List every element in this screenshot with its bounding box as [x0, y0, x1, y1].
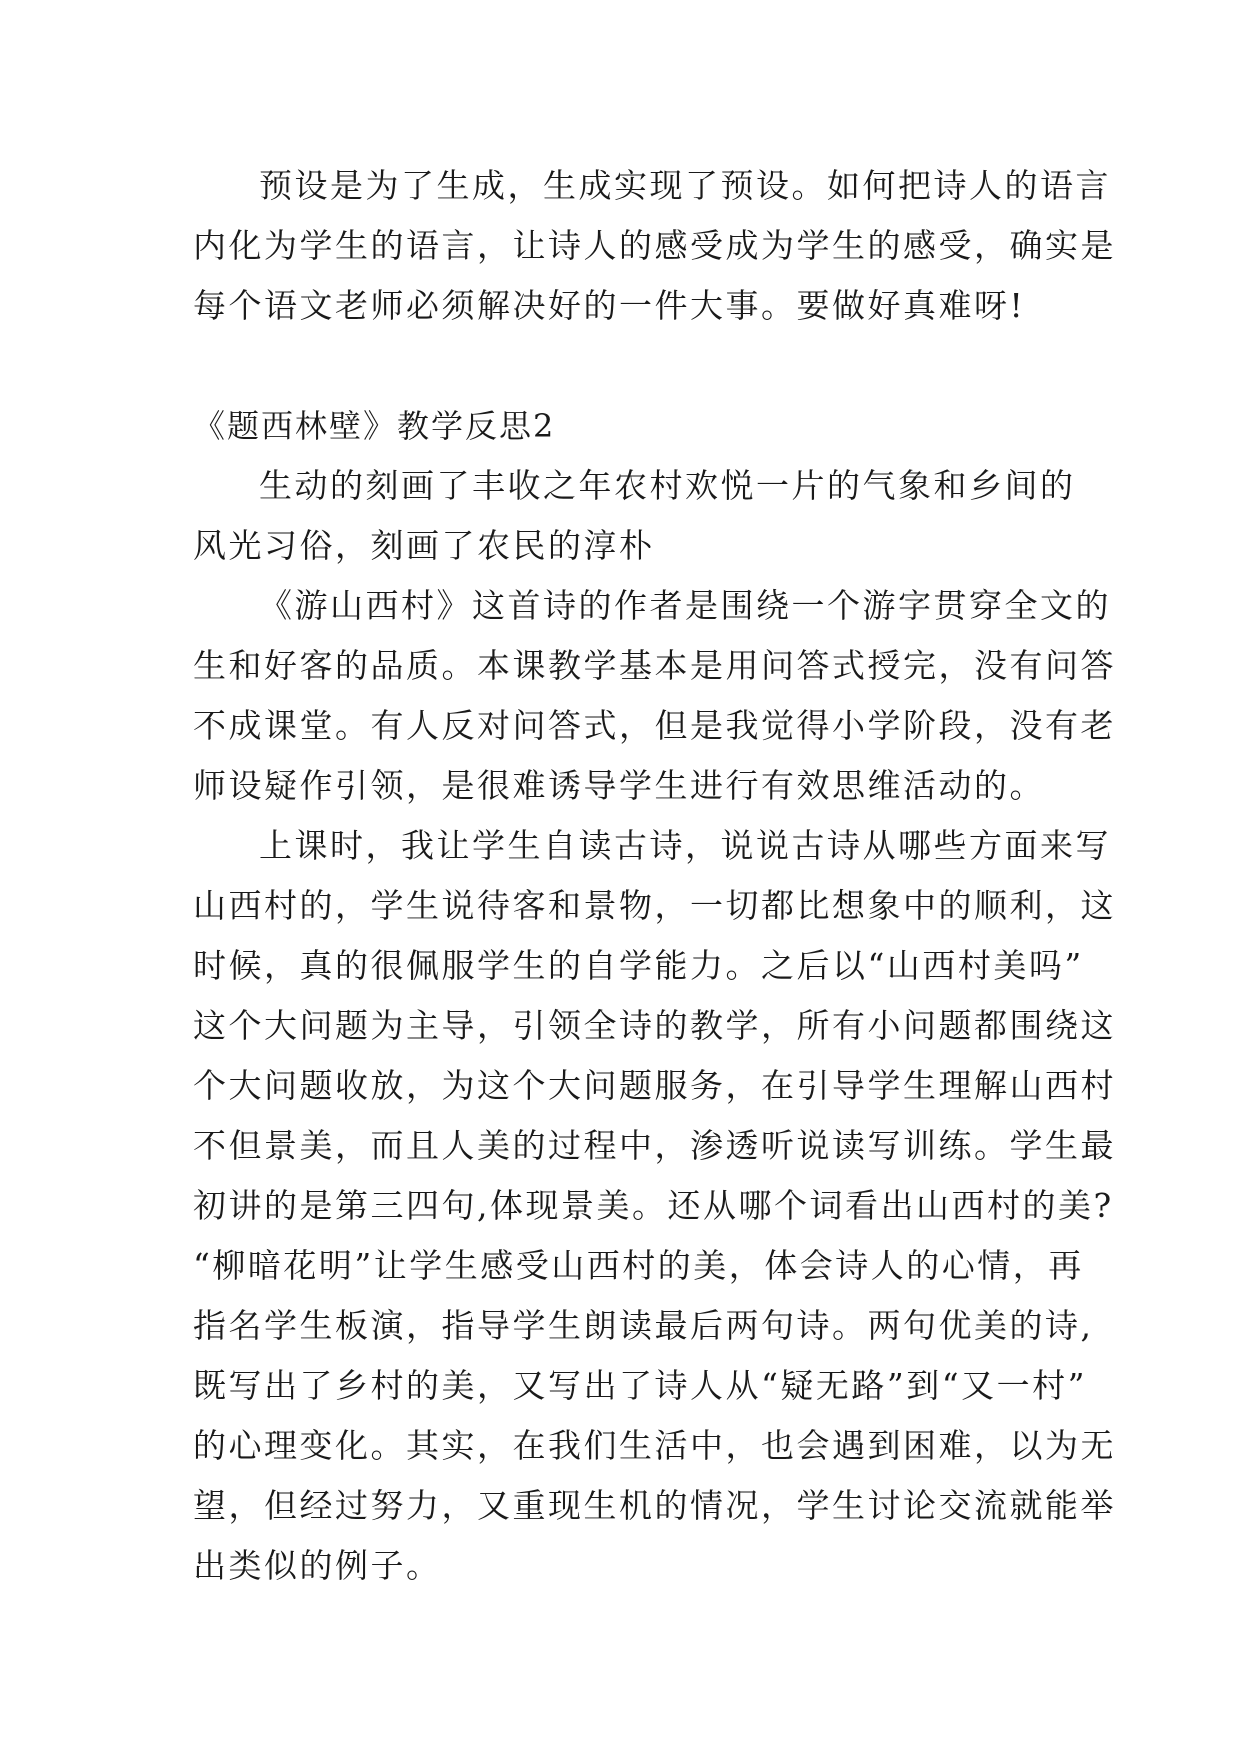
document-body: [193, 156, 1116, 1596]
paragraph-vivid: [193, 456, 1076, 576]
paragraph-line: 生动的刻画了丰收之年农村欢悦一片的气象和乡间的: [259, 466, 1076, 505]
paragraph-line: 个大问题收放，为这个大问题服务，在引导学生理解山西村: [193, 1066, 1116, 1105]
paragraph-line: 上课时，我让学生自读古诗，说说古诗从哪些方面来写: [259, 826, 1111, 865]
spacer: [193, 336, 1053, 396]
paragraph-line: 《游山西村》这首诗的作者是围绕一个游字贯穿全文的: [259, 586, 1111, 625]
paragraph-line: 既写出了乡村的美，又写出了诗人从“疑无路”到“又一村”: [193, 1366, 1087, 1405]
paragraph-line: 的心理变化。其实，在我们生活中，也会遇到困难，以为无: [193, 1426, 1116, 1465]
section-heading: 《题西林壁》教学反思2: [193, 407, 556, 445]
paragraph-poem-intro: [193, 576, 1116, 816]
paragraph-line: 这个大问题为主导，引领全诗的教学，所有小问题都围绕这: [193, 1006, 1116, 1045]
paragraph-line: 不但景美，而且人美的过程中，渗透听说读写训练。学生最: [193, 1126, 1116, 1165]
paragraph-line: 每个语文老师必须解决好的一件大事。要做好真难呀!: [193, 286, 1026, 325]
paragraph-line: 时候，真的很佩服学生的自学能力。之后以“山西村美吗”: [193, 946, 1084, 985]
paragraph-line: 初讲的是第三四句,体现景美。还从哪个词看出山西村的美?: [193, 1186, 1114, 1225]
paragraph-line: 望，但经过努力，又重现生机的情况，学生讨论交流就能举: [193, 1486, 1116, 1525]
paragraph-line: 预设是为了生成，生成实现了预设。如何把诗人的语言: [259, 166, 1111, 205]
paragraph-line: 不成课堂。有人反对问答式，但是我觉得小学阶段，没有老: [193, 706, 1116, 745]
paragraph-line: 内化为学生的语言，让诗人的感受成为学生的感受，确实是: [193, 226, 1116, 265]
paragraph-class-process: [193, 816, 1116, 1596]
paragraph-line: 师设疑作引领，是很难诱导学生进行有效思维活动的。: [193, 766, 1045, 805]
paragraph-line: 生和好客的品质。本课教学基本是用问答式授完，没有问答: [193, 646, 1116, 685]
paragraph-line: 山西村的，学生说待客和景物，一切都比想象中的顺利，这: [193, 886, 1116, 925]
paragraph-line: 出类似的例子。: [193, 1546, 442, 1585]
paragraph-line: 指名学生板演，指导学生朗读最后两句诗。两句优美的诗,: [193, 1306, 1094, 1345]
paragraph-line: 风光习俗，刻画了农民的淳朴: [193, 526, 655, 565]
paragraph-line: “柳暗花明”让学生感受山西村的美，体会诗人的心情，再: [193, 1246, 1084, 1285]
paragraph-preset: [193, 156, 1116, 336]
